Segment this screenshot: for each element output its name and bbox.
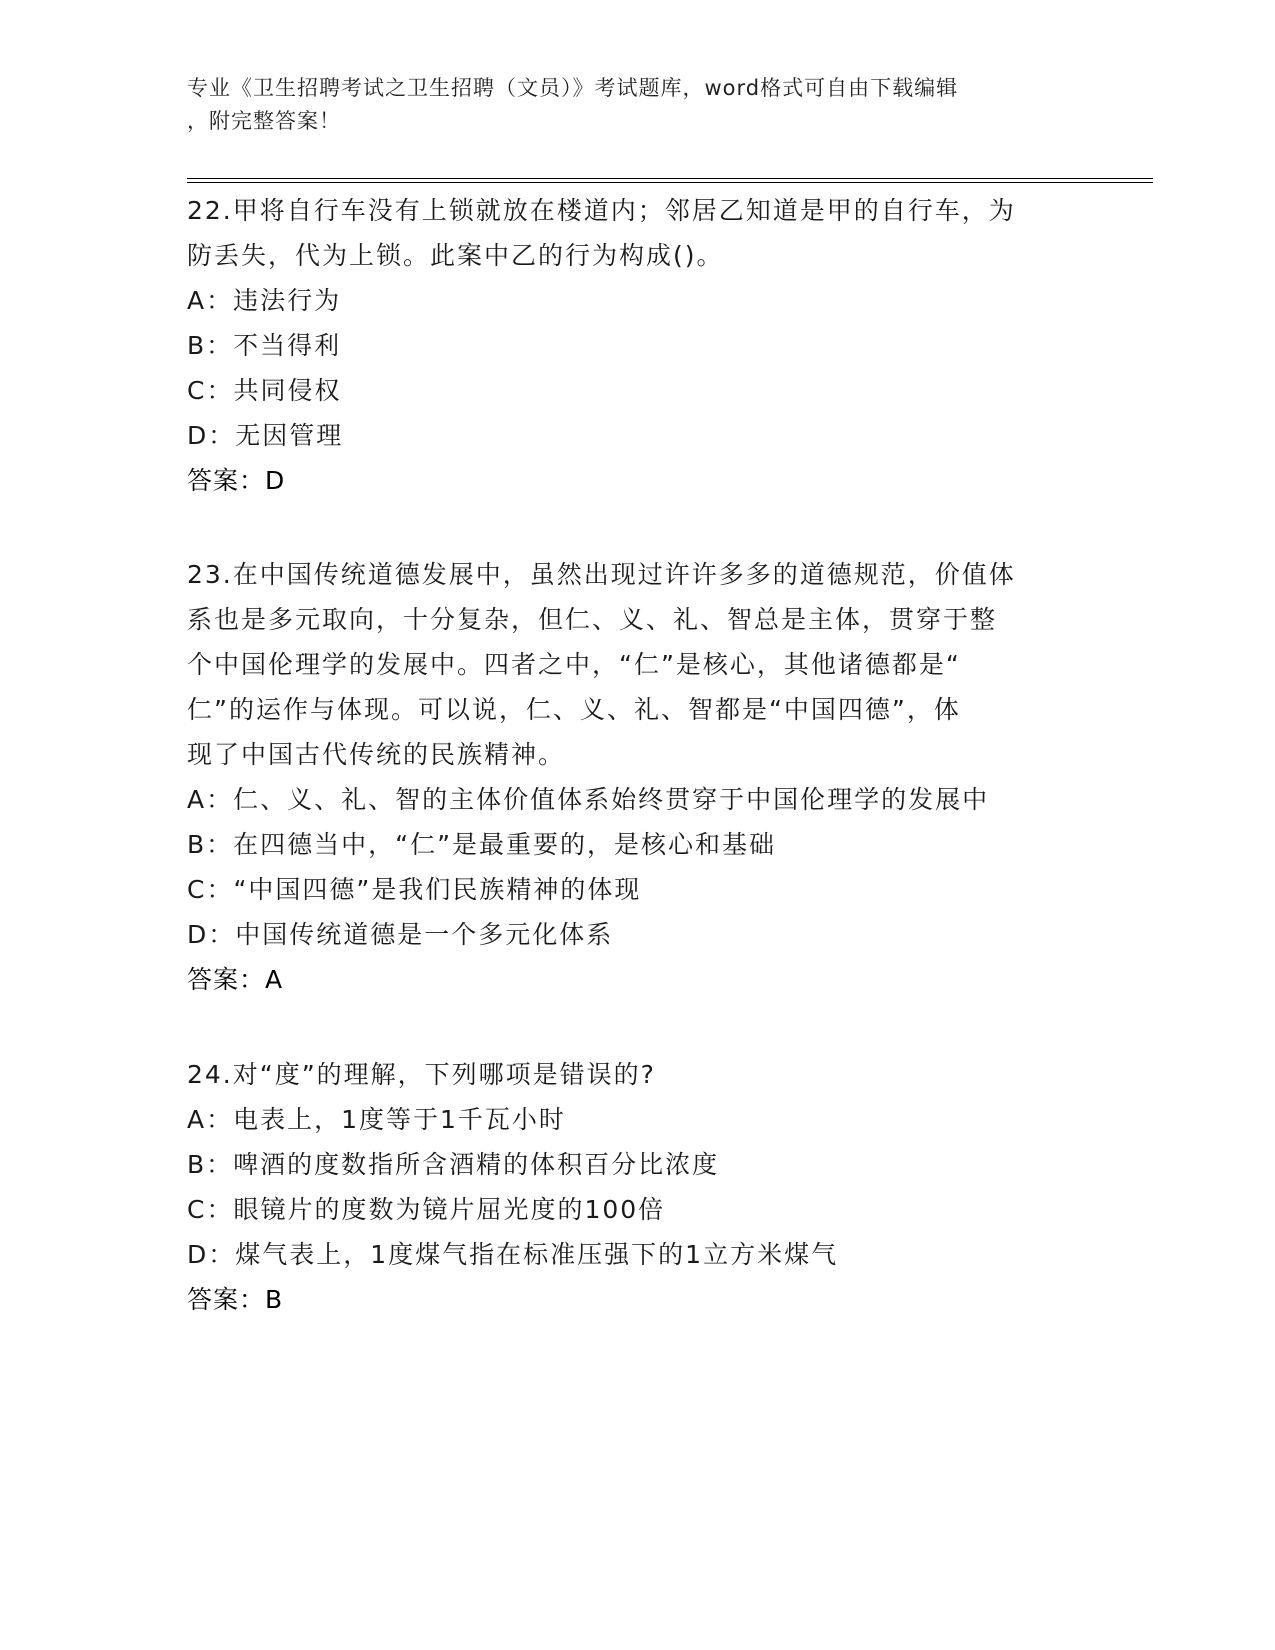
question-stem-line: 系也是多元取向，十分复杂，但仁、义、礼、智总是主体，贯穿于整 [187,605,998,634]
question-23 [187,552,1087,1002]
answer-label: 答案：D [187,466,286,495]
option-b: B：在四德当中，“仁”是最重要的，是核心和基础 [187,830,777,859]
option-b: B：啤酒的度数指所含酒精的体积百分比浓度 [187,1150,720,1179]
option-d: D：无因管理 [187,421,344,450]
option-c: C：眼镜片的度数为镜片屈光度的100倍 [187,1195,666,1224]
option-d: D：煤气表上，1度煤气指在标准压强下的1立方米煤气 [187,1240,839,1269]
double-divider [187,178,1153,183]
question-stem-line: 防丢失，代为上锁。此案中乙的行为构成()。 [187,241,724,270]
answer-label: 答案：A [187,965,284,994]
question-24 [187,1052,1087,1322]
option-d: D：中国传统道德是一个多元化体系 [187,920,614,949]
question-stem-line: 仁”的运作与体现。可以说，仁、义、礼、智都是“中国四德”，体 [187,695,961,724]
question-stem-line: 22.甲将自行车没有上锁就放在楼道内；邻居乙知道是甲的自行车，为 [187,196,1016,225]
question-stem-line: 24.对“度”的理解，下列哪项是错误的? [187,1060,656,1089]
question-stem-line: 个中国伦理学的发展中。四者之中，“仁”是核心，其他诸德都是“ [187,650,961,679]
option-a: A：电表上，1度等于1千瓦小时 [187,1105,566,1134]
option-c: C：共同侵权 [187,376,342,405]
option-b: B：不当得利 [187,331,342,360]
option-c: C：“中国四德”是我们民族精神的体现 [187,875,642,904]
header-note-line2: ，附完整答案！ [187,109,341,133]
header-note [187,72,1067,138]
header-note-line1: 专业《卫生招聘考试之卫生招聘（文员）》考试题库，word格式可自由下载编辑 [187,76,959,100]
option-a: A：违法行为 [187,286,342,315]
question-22 [187,188,1087,503]
question-stem-line: 23.在中国传统道德发展中，虽然出现过许许多多的道德规范，价值体 [187,560,1016,589]
answer-label: 答案：B [187,1285,284,1314]
question-stem-line: 现了中国古代传统的民族精神。 [187,740,566,769]
option-a: A：仁、义、礼、智的主体价值体系始终贯穿于中国伦理学的发展中 [187,785,990,814]
